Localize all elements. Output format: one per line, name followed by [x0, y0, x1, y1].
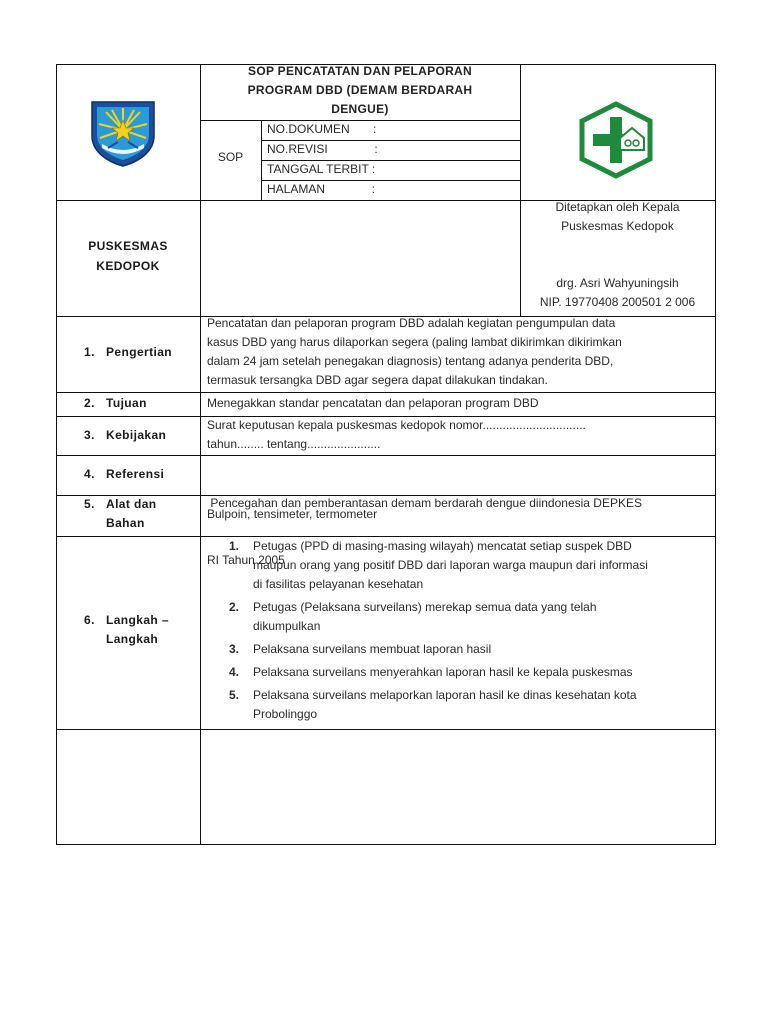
- text-line: kasus DBD yang harus dilaporkan segera (paling lambat dikirimkan dikirimkan: [207, 335, 622, 349]
- org-line: PUSKESMAS: [88, 239, 168, 253]
- org-name: [56, 236, 200, 276]
- approval-line: Ditetapkan oleh Kepala: [555, 200, 680, 214]
- approval-line: Puskesmas Kedopok: [561, 219, 674, 233]
- list-item: 5. Pelaksana surveilans melaporkan laporan hasil ke dinas kesehatan kota Probolinggo: [229, 688, 637, 721]
- list-item: 3. Pelaksana surveilans membuat laporan hasil: [229, 642, 492, 656]
- field-tanggal-terbit: TANGGAL TERBIT :: [267, 162, 376, 176]
- section-label-referensi: 4. Referensi: [84, 467, 165, 481]
- title-line: SOP PENCATATAN DAN PELAPORAN: [248, 64, 472, 78]
- field-halaman: HALAMAN :: [267, 182, 376, 196]
- text-line: Surat keputusan kepala puskesmas kedopok nomor...............................: [207, 418, 586, 432]
- section-label-alat: 5. Alat dan Bahan: [84, 497, 157, 530]
- divider: [56, 392, 716, 393]
- text-line: termasuk tersangka DBD agar segera dapat dilakukan tindakan.: [207, 373, 548, 387]
- text-line: dalam 24 jam setelah penegakan diagnosis) tentang adanya penderita DBD,: [207, 354, 614, 368]
- text-line: RI Tahun 2005: [207, 553, 285, 567]
- approver-nip: NIP. 19770408 200501 2 006: [539, 295, 696, 309]
- text-line: Pencatatan dan pelaporan program DBD adalah kegiatan pengumpulan data: [207, 316, 616, 330]
- city-crest-logo: [88, 98, 158, 168]
- field-no-dokumen: NO.DOKUMEN :: [267, 122, 377, 136]
- puskesmas-logo: [576, 100, 656, 180]
- section-body-kebijakan: [207, 416, 586, 454]
- list-item: 1. Petugas (PPD di masing-masing wilayah) mencatat setiap suspek DBD maupun orang yang positif DBD dari laporan warga maupun dari informasi di fasilitas pelayanan kesehatan: [229, 539, 648, 591]
- title-line: DENGUE): [331, 102, 389, 116]
- list-item: 2. Petugas (Pelaksana surveilans) merekap semua data yang telah dikumpulkan: [229, 600, 597, 633]
- approver-name: drg. Asri Wahyuningsih: [556, 276, 679, 290]
- section-body-pengertian: [207, 314, 622, 390]
- section-label-tujuan: 2. Tujuan: [84, 396, 147, 410]
- section-body-alat: Bulpoin, tensimeter, termometer: [207, 507, 378, 521]
- approval-block: [520, 198, 715, 236]
- page-title: [200, 62, 520, 119]
- org-line: KEDOPOK: [96, 259, 160, 273]
- field-no-revisi: NO.REVISI :: [267, 142, 378, 156]
- section-label-langkah: 6. Langkah – Langkah: [84, 613, 169, 646]
- section-body-tujuan: Menegakkan standar pencatatan dan pelaporan program DBD: [207, 396, 539, 410]
- list-item: 4. Pelaksana surveilans menyerahkan laporan hasil ke kepala puskesmas: [229, 665, 633, 679]
- steps-list: [229, 537, 648, 724]
- border-bottom: [56, 844, 716, 845]
- divider: [56, 729, 716, 730]
- section-label-kebijakan: 3. Kebijakan: [84, 428, 167, 442]
- text-line: Pencegahan dan pemberantasan demam berdarah dengue diindonesia DEPKES: [207, 496, 642, 510]
- text-line: tahun........ tentang......................: [207, 437, 381, 451]
- section-label-pengertian: 1. Pengertian: [84, 345, 173, 359]
- title-line: PROGRAM DBD (DEMAM BERDARAH: [247, 83, 473, 97]
- sop-label: SOP: [217, 150, 244, 164]
